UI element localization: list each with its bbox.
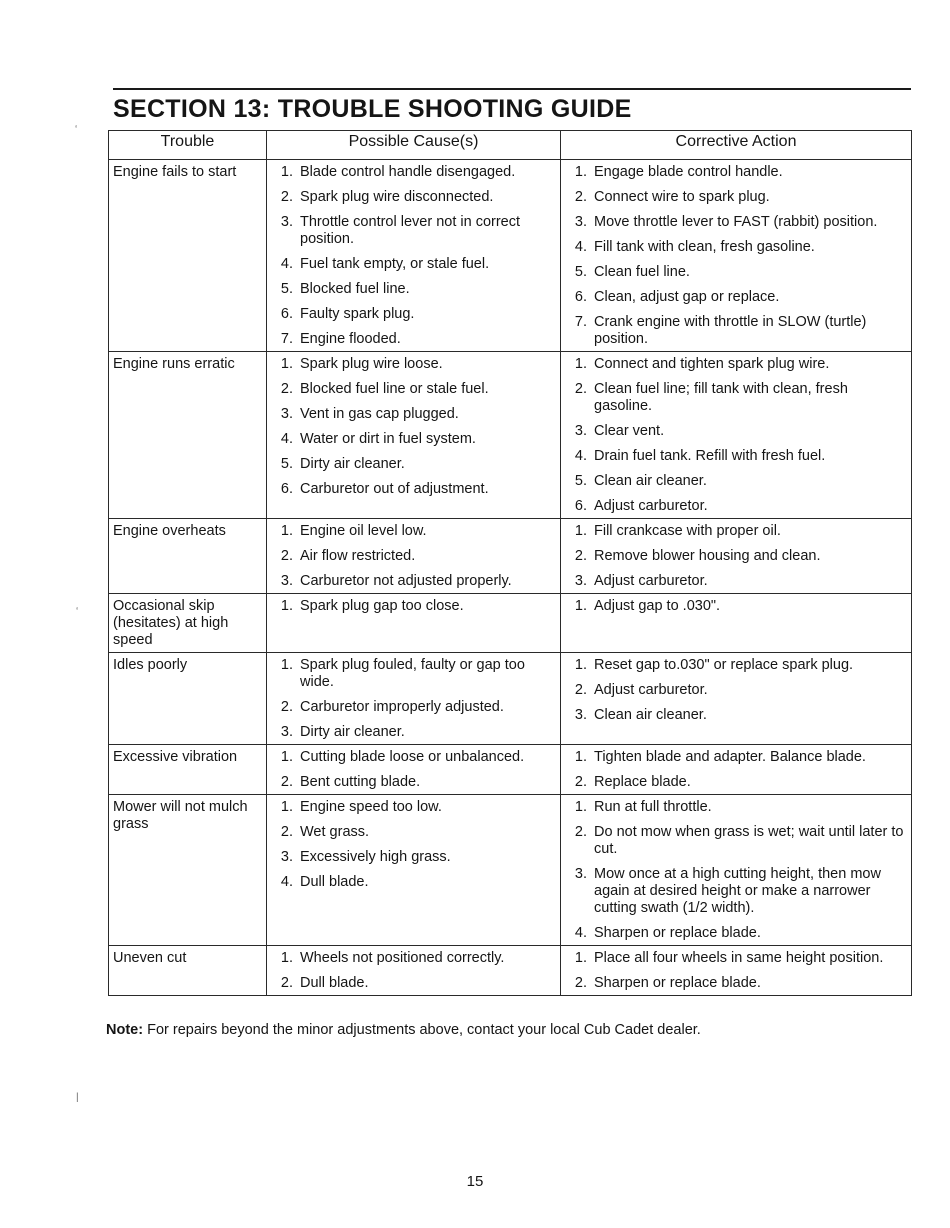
table-row: [109, 352, 912, 519]
action-text: Clean fuel line.: [594, 264, 690, 280]
item-number: 2.: [280, 699, 293, 715]
action-text: Run at full throttle.: [594, 799, 712, 815]
cause-text: Fuel tank empty, or stale fuel.: [300, 256, 490, 272]
item-number: 2.: [280, 824, 293, 840]
page-number: 15: [466, 1173, 484, 1190]
item-number: 6.: [280, 481, 293, 497]
item-number: 2.: [280, 381, 293, 397]
causes-cell: [267, 745, 561, 795]
cause-text: Blocked fuel line or stale fuel.: [300, 381, 489, 397]
item-number: 1.: [280, 749, 293, 765]
header-trouble: Trouble: [109, 131, 267, 160]
cause-text: Dull blade.: [300, 975, 369, 991]
item-number: 1.: [280, 950, 293, 966]
action-list: [565, 164, 907, 348]
causes-cell: [267, 352, 561, 519]
action-item: [565, 356, 907, 373]
cause-item: [271, 874, 556, 891]
action-text: Adjust carburetor.: [594, 682, 708, 698]
table-row: [109, 745, 912, 795]
cause-item: [271, 189, 556, 206]
action-item: [565, 573, 907, 590]
trouble-cell: Excessive vibration: [109, 745, 267, 795]
cause-list: [271, 356, 556, 498]
item-number: 2.: [574, 548, 587, 564]
item-number: 4.: [280, 431, 293, 447]
action-item: [565, 950, 907, 967]
cause-text: Wheels not positioned correctly.: [300, 950, 505, 966]
item-number: 4.: [280, 874, 293, 890]
action-text: Reset gap to.030" or replace spark plug.: [594, 657, 854, 673]
action-list: [565, 598, 907, 615]
action-item: [565, 548, 907, 565]
item-number: 1.: [280, 523, 293, 539]
action-item: [565, 598, 907, 615]
item-number: 3.: [574, 707, 587, 723]
action-item: [565, 164, 907, 181]
item-number: 2.: [574, 682, 587, 698]
cause-item: [271, 356, 556, 373]
action-text: Replace blade.: [594, 774, 691, 790]
item-number: 3.: [280, 406, 293, 422]
item-number: 1.: [574, 657, 587, 673]
item-number: 2.: [280, 774, 293, 790]
action-item: [565, 523, 907, 540]
item-number: 2.: [574, 774, 587, 790]
item-number: 4.: [280, 256, 293, 272]
item-number: 7.: [574, 314, 587, 330]
footer-note: [106, 1022, 701, 1038]
actions-cell: [561, 594, 912, 653]
cause-item: [271, 699, 556, 716]
item-number: 2.: [574, 975, 587, 991]
item-number: 6.: [574, 498, 587, 514]
item-number: 1.: [574, 523, 587, 539]
cause-item: [271, 657, 556, 691]
actions-cell: [561, 653, 912, 745]
item-number: 4.: [574, 925, 587, 941]
cause-item: [271, 214, 556, 248]
action-item: [565, 264, 907, 281]
item-number: 2.: [280, 189, 293, 205]
action-text: Place all four wheels in same height position.: [594, 950, 884, 966]
action-text: Sharpen or replace blade.: [594, 925, 761, 941]
cause-text: Water or dirt in fuel system.: [300, 431, 476, 447]
causes-cell: [267, 160, 561, 352]
causes-cell: [267, 519, 561, 594]
trouble-cell: Occasional skip (hesitates) at high speed: [109, 594, 267, 653]
scan-mark: ‘: [75, 124, 78, 135]
cause-text: Dirty air cleaner.: [300, 456, 405, 472]
actions-cell: [561, 946, 912, 996]
action-text: Connect and tighten spark plug wire.: [594, 356, 830, 372]
item-number: 2.: [280, 548, 293, 564]
cause-item: [271, 598, 556, 615]
trouble-cell: Mower will not mulch grass: [109, 795, 267, 946]
cause-item: [271, 548, 556, 565]
action-text: Remove blower housing and clean.: [594, 548, 821, 564]
item-number: 3.: [280, 724, 293, 740]
cause-list: [271, 164, 556, 348]
cause-text: Dull blade.: [300, 874, 369, 890]
causes-cell: [267, 795, 561, 946]
action-text: Drain fuel tank. Refill with fresh fuel.: [594, 448, 826, 464]
item-number: 4.: [574, 239, 587, 255]
table-row: [109, 946, 912, 996]
item-number: 1.: [280, 164, 293, 180]
action-item: [565, 239, 907, 256]
item-number: 1.: [280, 657, 293, 673]
cause-text: Carburetor out of adjustment.: [300, 481, 489, 497]
item-number: 1.: [280, 356, 293, 372]
action-item: [565, 707, 907, 724]
cause-text: Spark plug gap too close.: [300, 598, 464, 614]
action-item: [565, 799, 907, 816]
cause-item: [271, 749, 556, 766]
action-text: Clear vent.: [594, 423, 665, 439]
action-text: Fill tank with clean, fresh gasoline.: [594, 239, 815, 255]
item-number: 6.: [574, 289, 587, 305]
item-number: 1.: [574, 356, 587, 372]
cause-text: Carburetor improperly adjusted.: [300, 699, 504, 715]
cause-item: [271, 456, 556, 473]
item-number: 1.: [574, 164, 587, 180]
item-number: 2.: [574, 381, 587, 397]
cause-item: [271, 950, 556, 967]
action-list: [565, 749, 907, 791]
item-number: 5.: [574, 473, 587, 489]
action-list: [565, 523, 907, 590]
causes-cell: [267, 653, 561, 745]
cause-text: Excessively high grass.: [300, 849, 451, 865]
troubleshooting-table: [108, 130, 912, 996]
item-number: 3.: [574, 214, 587, 230]
action-text: Tighten blade and adapter. Balance blade.: [594, 749, 866, 765]
cause-text: Carburetor not adjusted properly.: [300, 573, 512, 589]
cause-text: Engine speed too low.: [300, 799, 442, 815]
cause-item: [271, 573, 556, 590]
note-label: Note:: [106, 1022, 144, 1038]
action-text: Clean air cleaner.: [594, 473, 707, 489]
item-number: 1.: [280, 799, 293, 815]
cause-text: Spark plug wire disconnected.: [300, 189, 494, 205]
table-row: [109, 594, 912, 653]
item-number: 5.: [280, 281, 293, 297]
top-rule: [113, 88, 911, 90]
action-text: Clean, adjust gap or replace.: [594, 289, 780, 305]
action-text: Fill crankcase with proper oil.: [594, 523, 781, 539]
action-text: Connect wire to spark plug.: [594, 189, 770, 205]
cause-item: [271, 824, 556, 841]
cause-list: [271, 749, 556, 791]
cause-text: Spark plug wire loose.: [300, 356, 443, 372]
cause-list: [271, 523, 556, 590]
action-item: [565, 824, 907, 858]
cause-text: Throttle control lever not in correct position.: [300, 214, 521, 247]
action-item: [565, 473, 907, 490]
cause-item: [271, 381, 556, 398]
note-text: For repairs beyond the minor adjustments above, contact your local Cub Cadet dealer.: [143, 1022, 701, 1038]
action-item: [565, 314, 907, 348]
action-text: Do not mow when grass is wet; wait until later to cut.: [594, 824, 904, 857]
action-item: [565, 774, 907, 791]
table-body: [109, 160, 912, 996]
trouble-cell: Engine fails to start: [109, 160, 267, 352]
cause-text: Vent in gas cap plugged.: [300, 406, 459, 422]
cause-item: [271, 523, 556, 540]
cause-list: [271, 598, 556, 615]
item-number: 3.: [574, 866, 587, 882]
cause-item: [271, 975, 556, 992]
action-item: [565, 657, 907, 674]
action-text: Adjust gap to .030".: [594, 598, 721, 614]
table-row: [109, 160, 912, 352]
action-text: Move throttle lever to FAST (rabbit) position.: [594, 214, 878, 230]
action-item: [565, 289, 907, 306]
item-number: 2.: [574, 189, 587, 205]
action-item: [565, 925, 907, 942]
action-item: [565, 423, 907, 440]
cause-item: [271, 799, 556, 816]
action-item: [565, 866, 907, 917]
cause-text: Air flow restricted.: [300, 548, 416, 564]
item-number: 3.: [574, 423, 587, 439]
item-number: 6.: [280, 306, 293, 322]
trouble-cell: Idles poorly: [109, 653, 267, 745]
item-number: 3.: [574, 573, 587, 589]
page-title: SECTION 13: TROUBLE SHOOTING GUIDE: [113, 95, 632, 123]
item-number: 1.: [574, 950, 587, 966]
item-number: 4.: [574, 448, 587, 464]
actions-cell: [561, 519, 912, 594]
action-item: [565, 749, 907, 766]
item-number: 5.: [280, 456, 293, 472]
table-row: [109, 653, 912, 745]
action-list: [565, 799, 907, 942]
cause-item: [271, 281, 556, 298]
cause-item: [271, 306, 556, 323]
table-row: [109, 519, 912, 594]
item-number: 3.: [280, 214, 293, 230]
action-list: [565, 657, 907, 724]
action-item: [565, 189, 907, 206]
cause-text: Faulty spark plug.: [300, 306, 415, 322]
action-list: [565, 950, 907, 992]
cause-item: [271, 406, 556, 423]
action-text: Clean air cleaner.: [594, 707, 707, 723]
trouble-cell: Engine overheats: [109, 519, 267, 594]
cause-item: [271, 849, 556, 866]
cause-list: [271, 657, 556, 741]
cause-text: Bent cutting blade.: [300, 774, 421, 790]
table-header-row: [109, 131, 912, 160]
action-item: [565, 448, 907, 465]
action-item: [565, 214, 907, 231]
cause-item: [271, 256, 556, 273]
trouble-cell: Uneven cut: [109, 946, 267, 996]
item-number: 1.: [574, 598, 587, 614]
action-item: [565, 975, 907, 992]
cause-item: [271, 724, 556, 741]
item-number: 7.: [280, 331, 293, 347]
action-text: Engage blade control handle.: [594, 164, 783, 180]
causes-cell: [267, 946, 561, 996]
cause-text: Spark plug fouled, faulty or gap too wide.: [300, 657, 525, 690]
action-text: Adjust carburetor.: [594, 573, 708, 589]
item-number: 1.: [280, 598, 293, 614]
cause-item: [271, 481, 556, 498]
cause-item: [271, 774, 556, 791]
actions-cell: [561, 352, 912, 519]
actions-cell: [561, 160, 912, 352]
action-item: [565, 498, 907, 515]
action-text: Crank engine with throttle in SLOW (turtle) position.: [594, 314, 867, 347]
cause-text: Dirty air cleaner.: [300, 724, 405, 740]
cause-item: [271, 431, 556, 448]
cause-text: Wet grass.: [300, 824, 370, 840]
causes-cell: [267, 594, 561, 653]
header-causes: Possible Cause(s): [267, 131, 561, 160]
cause-text: Engine flooded.: [300, 331, 401, 347]
cause-list: [271, 799, 556, 891]
cause-text: Blocked fuel line.: [300, 281, 410, 297]
actions-cell: [561, 745, 912, 795]
item-number: 2.: [574, 824, 587, 840]
trouble-cell: Engine runs erratic: [109, 352, 267, 519]
item-number: 5.: [574, 264, 587, 280]
table-row: [109, 795, 912, 946]
item-number: 3.: [280, 573, 293, 589]
cause-list: [271, 950, 556, 992]
action-item: [565, 381, 907, 415]
cause-item: [271, 164, 556, 181]
action-text: Mow once at a high cutting height, then mow again at desired height or make a narrower cutting swath (1/2 width).: [594, 866, 881, 916]
action-text: Adjust carburetor.: [594, 498, 708, 514]
actions-cell: [561, 795, 912, 946]
scan-mark: ‘: [76, 606, 79, 617]
item-number: 2.: [280, 975, 293, 991]
action-text: Clean fuel line; fill tank with clean, fresh gasoline.: [594, 381, 848, 414]
cause-text: Blade control handle disengaged.: [300, 164, 516, 180]
action-list: [565, 356, 907, 515]
cause-text: Cutting blade loose or unbalanced.: [300, 749, 525, 765]
cause-item: [271, 331, 556, 348]
item-number: 1.: [574, 749, 587, 765]
action-text: Sharpen or replace blade.: [594, 975, 761, 991]
item-number: 3.: [280, 849, 293, 865]
cause-text: Engine oil level low.: [300, 523, 427, 539]
header-actions: Corrective Action: [561, 131, 912, 160]
item-number: 1.: [574, 799, 587, 815]
action-item: [565, 682, 907, 699]
scan-mark: |: [76, 1092, 79, 1103]
